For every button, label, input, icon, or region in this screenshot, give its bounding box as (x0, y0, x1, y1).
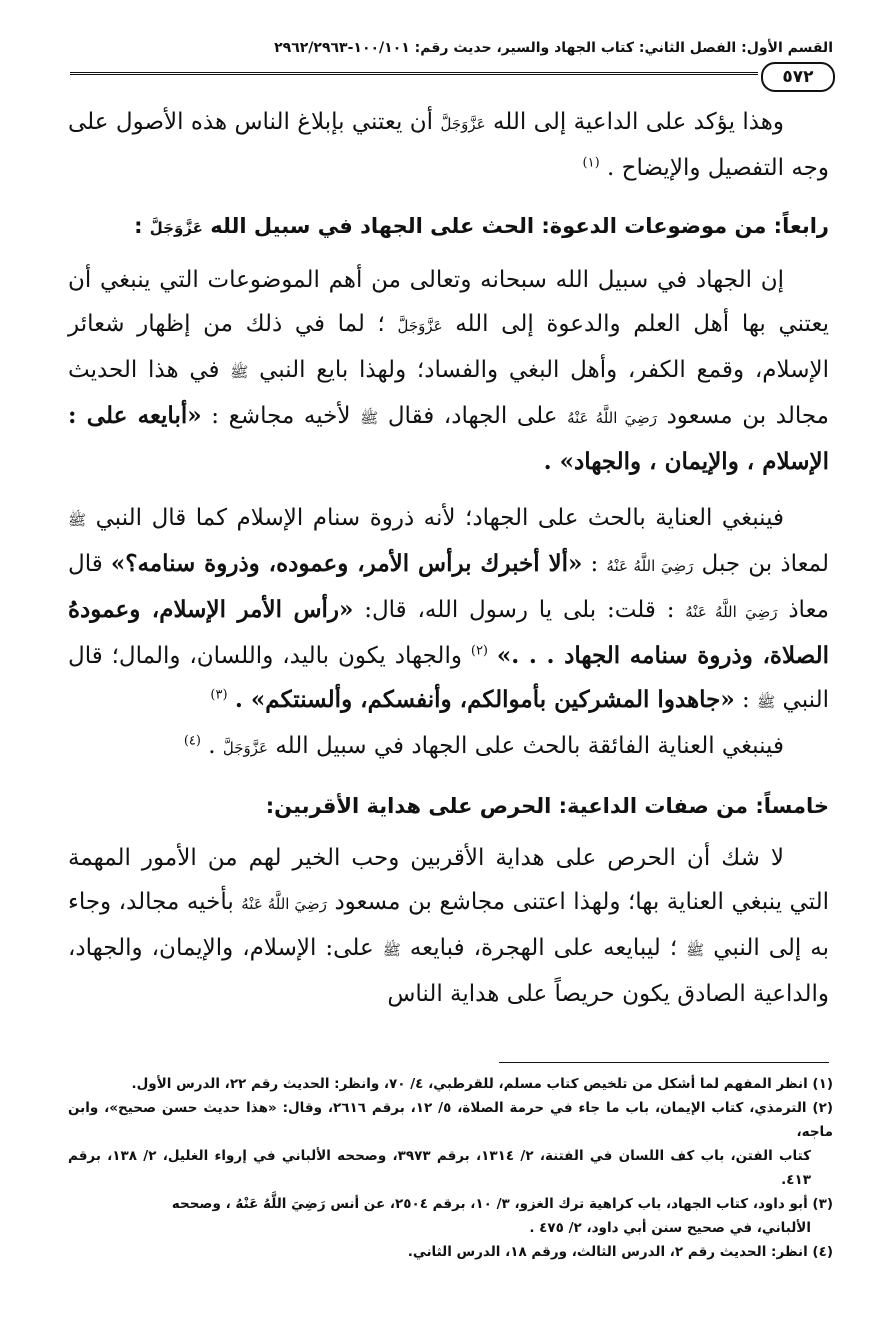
footnote-2-continuation: كتاب الفتن، باب كف اللسان في الفتنة، ٢/ ١٣١٤، برقم ٣٩٧٣، وصححه الألباني في إرواء الغليل، ٢/ ١٣٨، برقم ٤١٣. (68, 1148, 811, 1188)
paragraph-1: وهذا يؤكد على الداعية إلى الله عَزَّوَجَلَّ أن يعتني بإبلاغ الناس هذه الأصول على وجه التفصيل والإيضاح . $^{(١)}$ (68, 109, 829, 181)
honorific: عَزَّوَجَلَّ (149, 219, 203, 237)
hadith-quote: «رأس الأمر الإسلام، وعمودهُ الصلاة، وذروة سنامه الجهاد . . .» (68, 596, 830, 669)
honorific: ﷺ (68, 511, 87, 529)
section-heading-5: خامساً: من صفات الداعية: الحرص على هداية الأقربين: (265, 794, 829, 818)
section-heading-4: رابعاً: من موضوعات الدعوة: الحث على الجهاد في سبيل الله عَزَّوَجَلَّ : (134, 214, 829, 238)
paragraph-4: فينبغي العناية الفائقة بالحث على الجهاد في سبيل الله عَزَّوَجَلَّ . $^{(٤)}$ (183, 733, 784, 759)
honorific: عَزَّوَجَلَّ (222, 739, 268, 757)
footnote-1: (١) انظر المفهم لما أشكل من تلخيص كتاب مسلم، للقرطبي، ٤/ ٧٠، وانظر: الحديث رقم ٢٢، الدرس الأول. (131, 1076, 833, 1092)
honorific: رَضِيَ اللَّهُ عَنْهُ (235, 1196, 326, 1212)
footnote-4: (٤) انظر: الحديث رقم ٢، الدرس الثالث، ورقم ١٨، الدرس الثاني. (407, 1244, 833, 1260)
honorific: رَضِيَ اللَّهُ عَنْهُ (685, 603, 778, 621)
footnote-ref: (٣) (210, 687, 228, 703)
footnotes (68, 1072, 833, 1264)
running-header: القسم الأول: الفصل الثاني: كتاب الجهاد والسير، حديث رقم: ١٠٠/١٠١-٢٩٦٢/٢٩٦٣ (274, 40, 833, 56)
honorific: رَضِيَ اللَّهُ عَنْهُ (241, 895, 327, 913)
honorific: عَزَّوَجَلَّ (397, 317, 443, 335)
honorific: ﷺ (382, 941, 401, 959)
paragraph-5: لا شك أن الحرص على هداية الأقربين وحب الخير لهم من الأمور المهمة التي ينبغي العناية بها؛ ولهذا اعتنى مجاشع بن مسعود رَضِيَ اللَّهُ عَنْهُ بأخيه مجالد، وجاء به إلى النبي ﷺ ؛ ليبايعه على الهجرة، فبايعه ﷺ على: الإسلام، والإيمان، والجهاد، والداعية الصادق يكون حريصاً على هداية الناس (68, 845, 830, 1007)
paragraph-2: إن الجهاد في سبيل الله سبحانه وتعالى من أهم الموضوعات التي ينبغي أن يعتني بها أهل العلم والدعوة إلى الله عَزَّوَجَلَّ ؛ لما في ذلك من إظهار شعائر الإسلام، وقمع الكفر، وأهل البغي والفساد؛ ولهذا بايع النبي ﷺ في هذا الحديث مجالد بن مسعود رَضِيَ اللَّهُ عَنْهُ على الجهاد، فقال ﷺ لأخيه مجاشع : «أبايعه على : الإسلام ، والإيمان ، والجهاد» . (68, 267, 830, 475)
honorific: رَضِيَ اللَّهُ عَنْهُ (567, 409, 657, 427)
paragraph-3: فينبغي العناية بالحث على الجهاد؛ لأنه ذروة سنام الإسلام كما قال النبي ﷺ لمعاذ بن جبل رَضِيَ اللَّهُ عَنْهُ : «ألا أخبرك برأس الأمر، وعموده، وذروة سنامه؟» قال معاذ رَضِيَ اللَّهُ عَنْهُ : قلت: بلى يا رسول الله، قال: «رأس الأمر الإسلام، وعمودهُ الصلاة، وذروة سنامه الجهاد . . .» $^{(٢)}$ والجهاد يكون باليد، واللسان، والمال؛ قال النبي ﷺ : «جاهدوا المشركين بأموالكم، وأنفسكم، وألسنتكم» . $^{(٣)}$ (68, 505, 830, 713)
hadith-quote: «ألا أخبرك برأس الأمر، وعموده، وذروة سنامه؟» (110, 550, 583, 577)
honorific: ﷺ (686, 941, 705, 959)
honorific: ﷺ (230, 363, 249, 381)
footnote-2: (٢) الترمذي، كتاب الإيمان، باب ما جاء في حرمة الصلاة، ٥/ ١٢، برقم ٢٦١٦، وقال: «هذا حديث حسن صحيح»، وابن ماجه، (68, 1100, 834, 1140)
footnote-separator (499, 1062, 829, 1063)
hadith-quote: «أبايعه على : الإسلام ، والإيمان ، والجهاد» . (68, 402, 829, 475)
honorific: رَضِيَ اللَّهُ عَنْهُ (606, 557, 694, 575)
footnote-ref: (١) (582, 155, 600, 171)
footnote-3: (٣) أبو داود، كتاب الجهاد، باب كراهية ترك الغزو، ٣/ ١٠، برقم ٢٥٠٤، عن أنس رَضِيَ اللَّهُ عَنْهُ ، وصححه (171, 1196, 833, 1212)
footnote-3-continuation: الألباني، في صحيح سنن أبي داود، ٢/ ٤٧٥ . (529, 1220, 811, 1236)
hadith-quote: «جاهدوا المشركين بأموالكم، وأنفسكم، وألسنتكم» . (234, 686, 735, 713)
honorific: عَزَّوَجَلَّ (440, 115, 486, 133)
main-text (68, 100, 829, 1016)
footnote-ref: (٢) (470, 643, 488, 659)
footnote-ref: (٤) (183, 733, 201, 749)
header-rule (70, 72, 758, 75)
honorific: ﷺ (360, 409, 379, 427)
honorific: ﷺ (757, 693, 776, 711)
page-number: ٥٧٢ (761, 62, 835, 92)
